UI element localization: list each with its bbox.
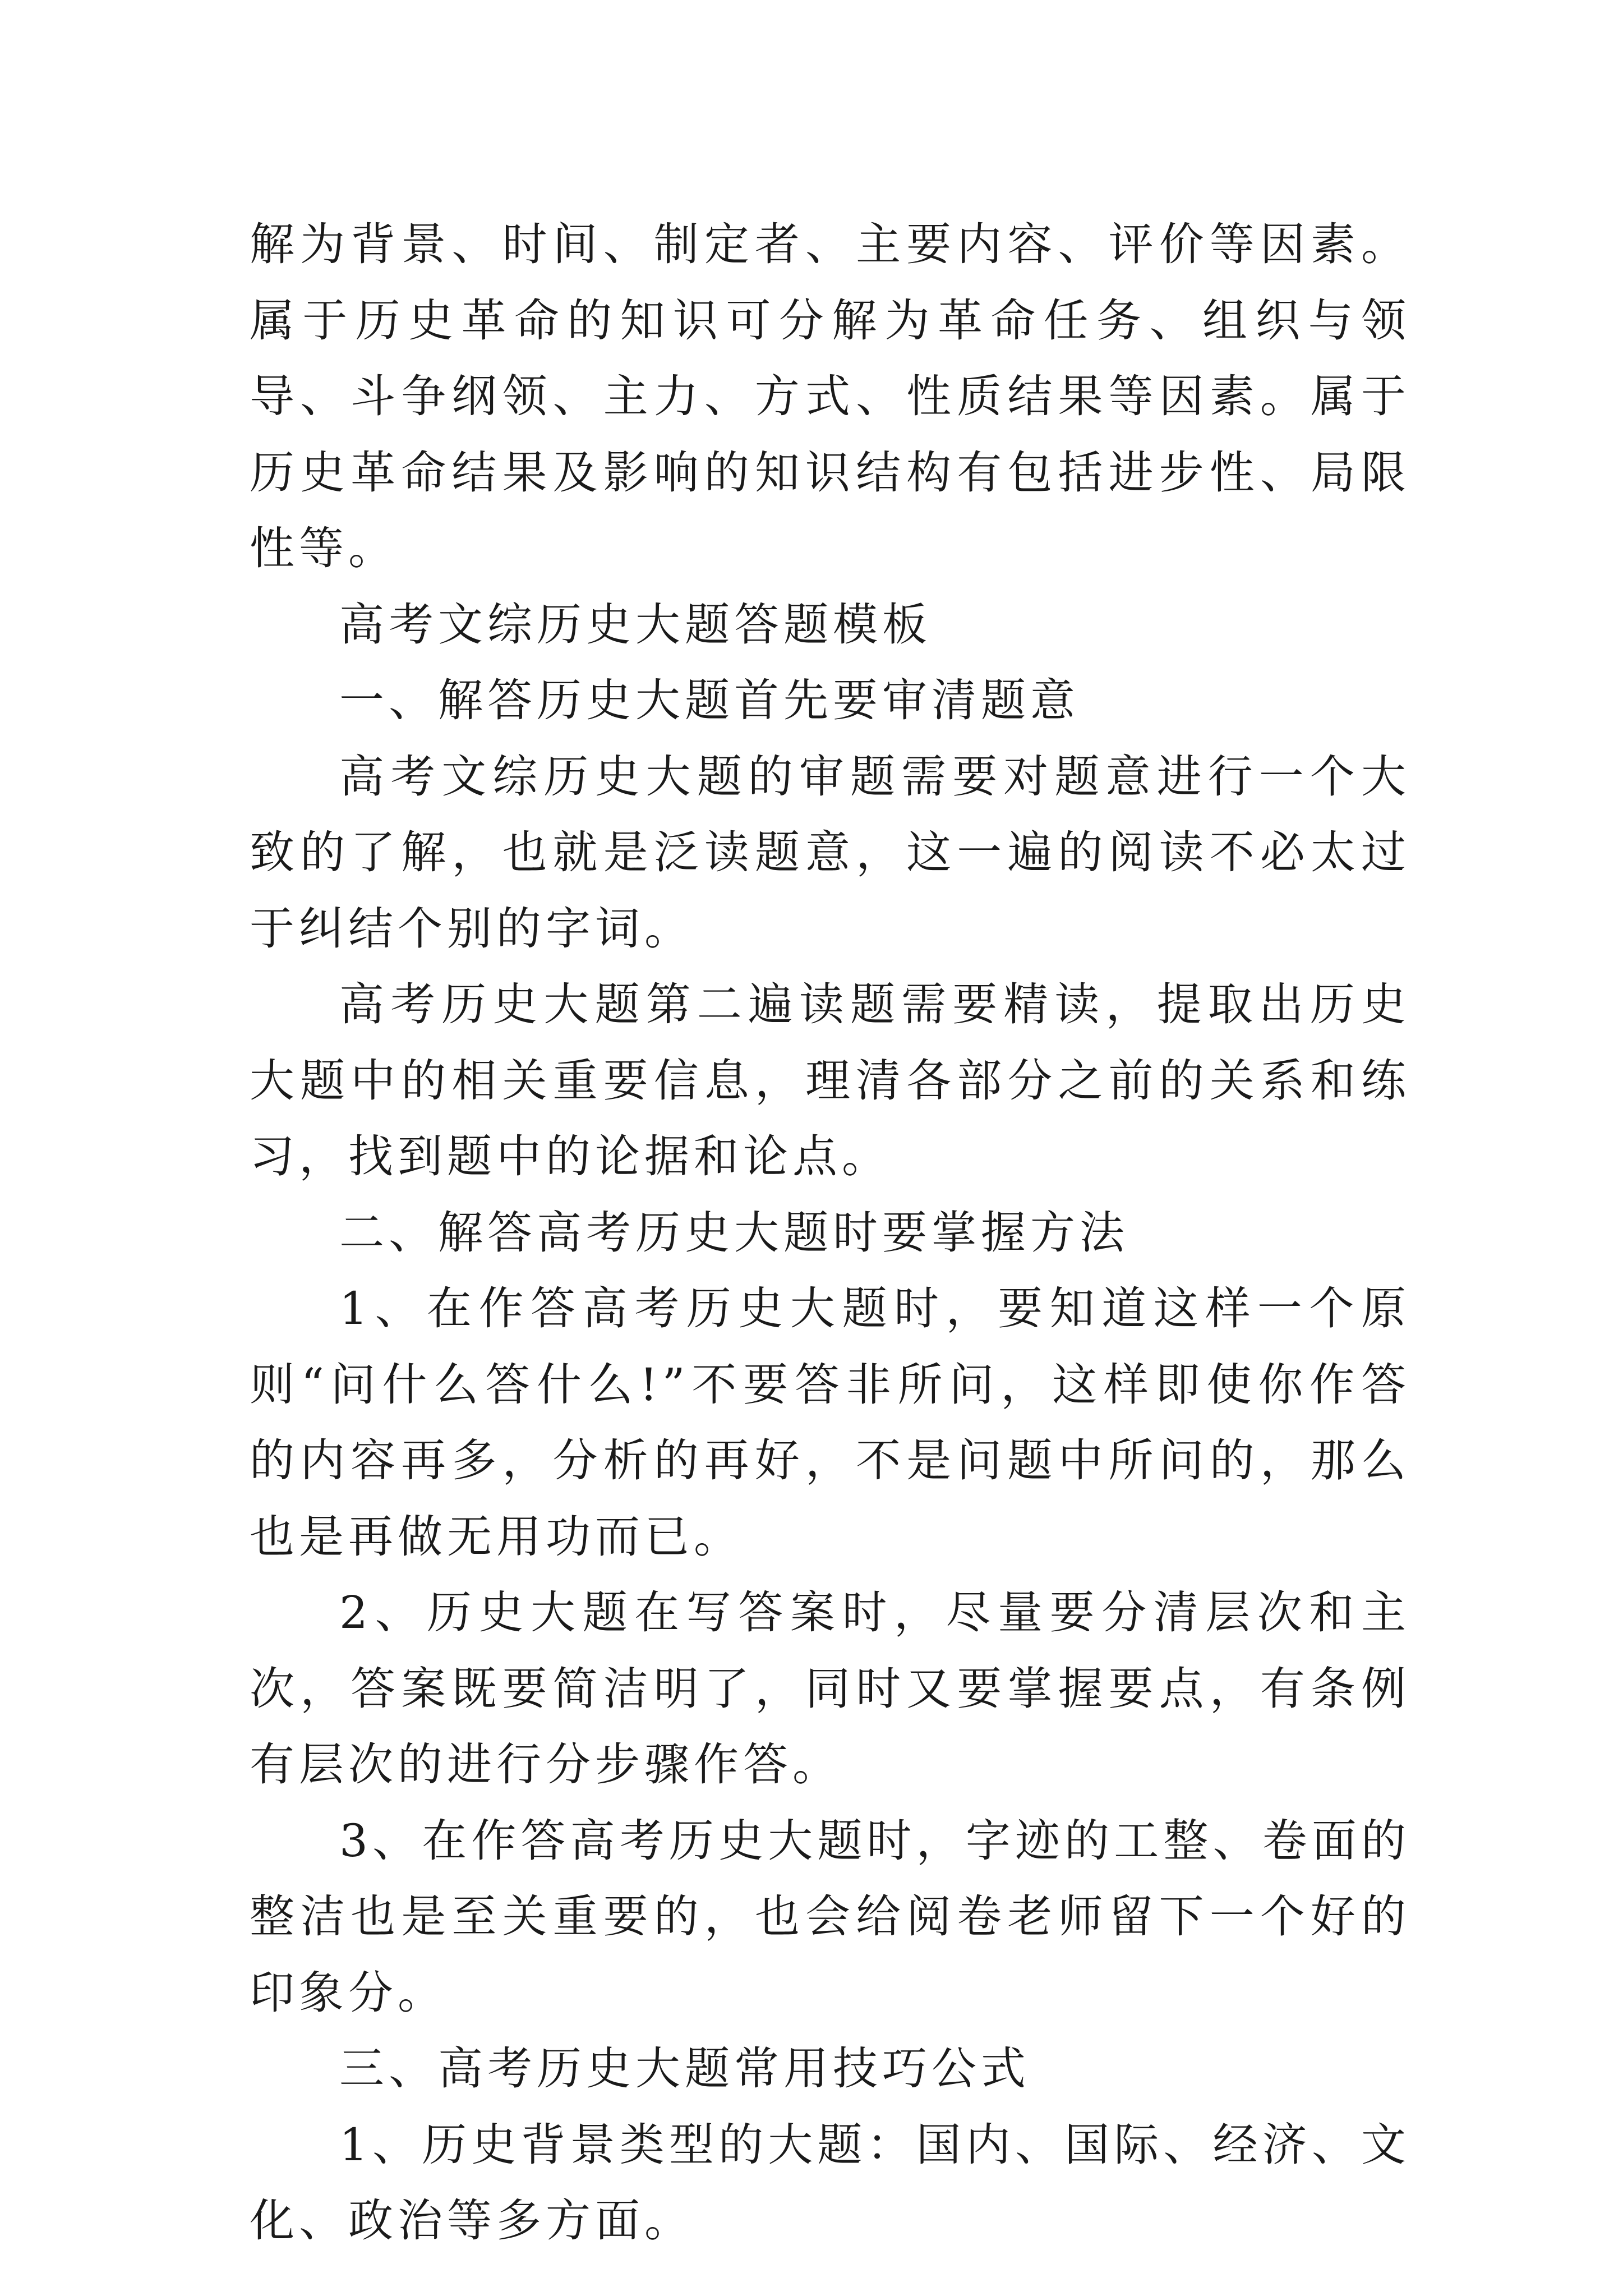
heading-answer-template: 高考文综历史大题答题模板 (339, 598, 932, 651)
paragraph-method-1: 1、在作答高考历史大题时，要知道这样一个原则“问什么答什么!”不要答非所问，这样即使你作答的内容再多，分析的再好，不是问题中所问的，那么也是再做无用功而已。 (250, 1282, 1410, 1563)
document-body (250, 206, 1410, 2259)
heading-section-two: 二、解答高考历史大题时要掌握方法 (339, 1206, 1129, 1259)
heading-section-three: 三、高考历史大题常用技巧公式 (339, 2042, 1030, 2095)
paragraph-first-reading: 高考文综历史大题的审题需要对题意进行一个大致的了解，也就是泛读题意，这一遍的阅读不必太过于纠结个别的字词。 (250, 750, 1410, 955)
paragraph-formula-1: 1、历史背景类型的大题：国内、国际、经济、文化、政治等多方面。 (250, 2118, 1410, 2247)
paragraph-second-reading: 高考历史大题第二遍读题需要精读，提取出历史大题中的相关重要信息，理清各部分之前的关系和练习，找到题中的论据和论点。 (250, 978, 1410, 1182)
heading-section-one: 一、解答历史大题首先要审清题意 (339, 674, 1080, 726)
paragraph-method-3: 3、在作答高考历史大题时，字迹的工整、卷面的整洁也是至关重要的，也会给阅卷老师留下一个好的印象分。 (250, 1814, 1410, 2019)
paragraph-knowledge-structure: 解为背景、时间、制定者、主要内容、评价等因素。属于历史革命的知识可分解为革命任务、组织与领导、斗争纲领、主力、方式、性质结果等因素。属于历史革命结果及影响的知识结构有包括进步性、局限性等。 (250, 218, 1410, 574)
paragraph-method-2: 2、历史大题在写答案时，尽量要分清层次和主次，答案既要简洁明了，同时又要掌握要点，有条例有层次的进行分步骤作答。 (250, 1586, 1410, 1791)
